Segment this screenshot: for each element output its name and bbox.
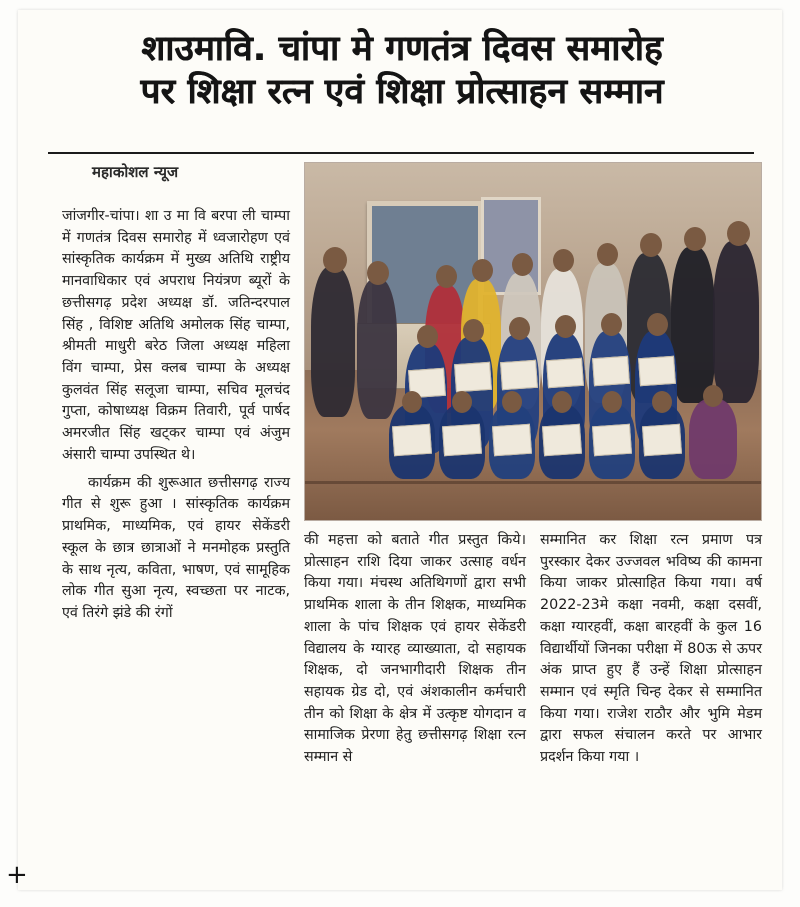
- headline-divider: [48, 152, 754, 154]
- article-sheet: [18, 10, 782, 890]
- photo-group-of-people: [305, 239, 761, 485]
- body-column-3: [540, 530, 762, 775]
- paragraph: सम्मानित कर शिक्षा रत्न प्रमाण पत्र पुरस्कार देकर उज्जवल भविष्य की कामना किया जाकर प्रोत्साहित किया गया। वर्ष 2022-23मे कक्षा नवमी, कक्षा दसवीं, कक्षा ग्यारहवीं, कक्षा बारहवीं के कुल 16 विद्यार्थीयों जिनका परीक्षा में 80ऊ से ऊपर अंक प्राप्त हुए हैं उन्हें शिक्षा प्रोत्साहन सम्मान एवं स्मृति चिन्ह देकर से सम्मानित किया गया। राजेश राठौर और भुमि मेडम द्वारा सफल संचालन करते पर आभार प्रदर्शन किया गया ।: [540, 532, 762, 766]
- page-title: [40, 28, 764, 113]
- paragraph: जांजगीर-चांपा। शा उ मा वि बरपा ली चाम्पा में गणतंत्र दिवस समारोह में ध्वजारोहण एवं सांस्कृतिक कार्यक्रम में मुख्य अतिथि राष्ट्रीय मानवाधिकार एवं अपराध नियंत्रण ब्यूरों के छत्तीसगढ़ प्रदेश अध्यक्ष डॉ. जतिन्दरपाल सिंह , विशिष्ट अतिथि अमोलक सिंह चाम्पा, श्रीमती माधुरी बरेठ जिला अध्यक्ष महिला विंग चाम्पा, प्रेस क्लब चाम्पा के अध्यक्ष कुलवंत सिंह सलूजा चाम्पा, सचिव मूलचंद गुप्ता, कोषाध्यक्ष विक्रम तिवारी, पूर्व पार्षद अमरजीत सिंह खट्कर चाम्पा एवं अंजुम अंसारी चाम्पा उपस्थित थे।: [62, 208, 290, 463]
- registration-mark-icon: +: [6, 860, 28, 890]
- article-photo: [304, 162, 762, 521]
- body-column-1: [62, 206, 290, 631]
- headline-line-2: पर शिक्षा रत्न एवं शिक्षा प्रोत्साहन सम्मान: [140, 71, 664, 112]
- paragraph: की महत्ता को बताते गीत प्रस्तुत किये। प्रोत्साहन राशि दिया जाकर उत्साह वर्धन किया गया। मंचस्थ अतिथिगणों द्वारा सभी प्राथमिक शाला के तीन शिक्षक, माध्यमिक शाला के पांच शिक्षक एवं हायर सेकेंडरी विद्यालय के ग्यारह व्याख्याता, दो सहायक शिक्षक, दो जनभागीदारी शिक्षक तीन सहायक ग्रेड दो, एवं अंशकालीन कर्मचारी तीन को शिक्षा के क्षेत्र में उत्कृष्ट योगदान व सामाजिक प्रेरणा हेतु छत्तीसगढ़ शिक्षा रत्न सम्मान से: [304, 532, 526, 766]
- byline: महाकोशल न्यूज: [92, 163, 179, 181]
- paragraph: कार्यक्रम की शुरूआत छत्तीसगढ़ राज्य गीत से शुरू हुआ । सांस्कृतिक कार्यक्रम प्राथमिक, माध्यमिक, एवं हायर सेकेंडरी स्कूल के छात्र छात्राओं ने मनमोहक प्रस्तुति के साथ नृत्य, कविता, भाषण, एवं सामूहिक लोक गीत सुआ नृत्य, स्वच्छता पर नाटक, एवं तिरंगे झंडे की रंगों: [62, 474, 290, 621]
- headline-line-1: शाउमावि. चांपा मे गणतंत्र दिवस समारोह: [141, 29, 663, 69]
- body-column-2: [304, 530, 526, 775]
